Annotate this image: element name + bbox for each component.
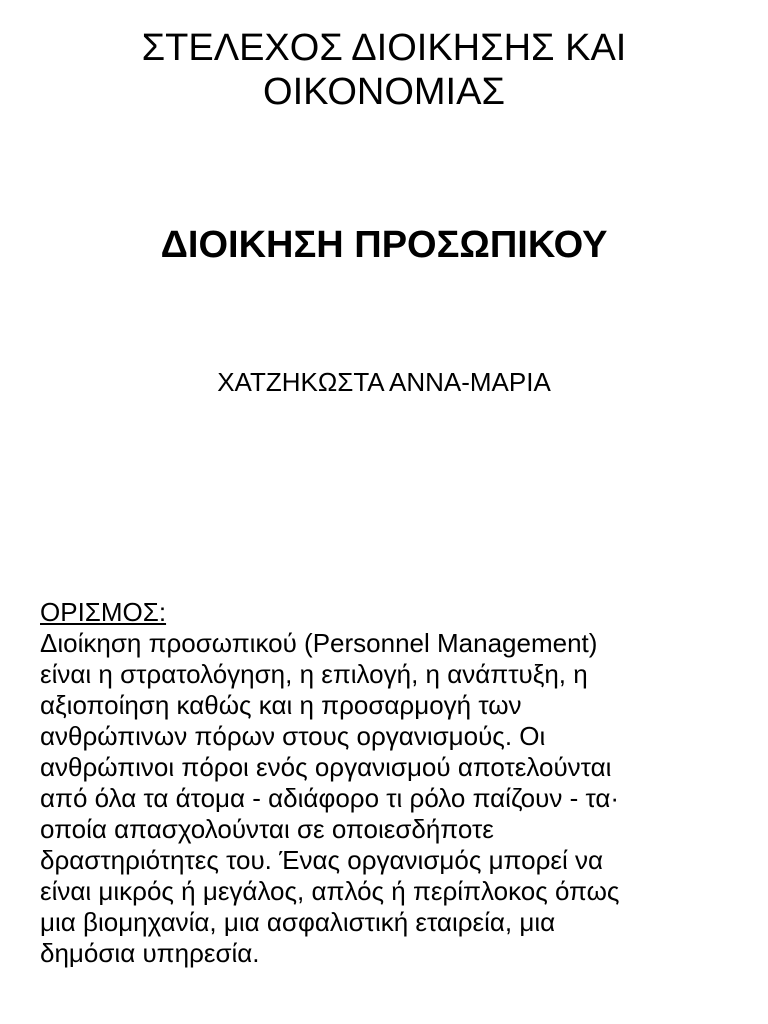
definition-line: δραστηριότητες του. Ένας οργανισμός μπορεί να	[40, 845, 603, 875]
definition-line: οποία απασχολούνται σε οποιεσδήποτε	[40, 814, 494, 844]
definition-line: ανθρώπινων πόρων στους οργανισμούς. Οι	[40, 721, 546, 751]
course-title	[0, 26, 768, 114]
definition-line: ανθρώπινοι πόροι ενός οργανισμού αποτελούνται	[40, 752, 612, 782]
definition-line: είναι μικρός ή μεγάλος, απλός ή περίπλοκος όπως	[40, 876, 620, 906]
definition-line: από όλα τα άτομα - αδιάφορο τι ρόλο παίζουν - τα·	[40, 783, 620, 813]
definition-section	[40, 597, 750, 969]
definition-line: δημόσια υπηρεσία.	[40, 938, 260, 968]
definition-line: μια βιομηχανία, μια ασφαλιστική εταιρεία, μια	[40, 907, 556, 937]
definition-line: είναι η στρατολόγηση, η επιλογή, η ανάπτυξη, η	[40, 659, 588, 689]
author-name: ΧΑΤΖΗΚΩΣΤΑ ΑΝΝΑ-ΜΑΡΙΑ	[217, 367, 551, 397]
course-title-line-1: ΣΤΕΛΕΧΟΣ ΔΙΟΙΚΗΣΗΣ ΚΑΙ	[141, 27, 627, 69]
definition-line: αξιοποίηση καθώς και η προσαρμογή των	[40, 690, 522, 720]
course-title-line-2: ΟΙΚΟΝΟΜΙΑΣ	[263, 71, 505, 113]
definition-heading: ΟΡΙΣΜΟΣ:	[40, 597, 167, 627]
subject-title: ΔΙΟΙΚΗΣΗ ΠΡΟΣΩΠΙΚΟΥ	[160, 224, 608, 266]
definition-line: Διοίκηση προσωπικού (Personnel Management)	[40, 628, 598, 658]
